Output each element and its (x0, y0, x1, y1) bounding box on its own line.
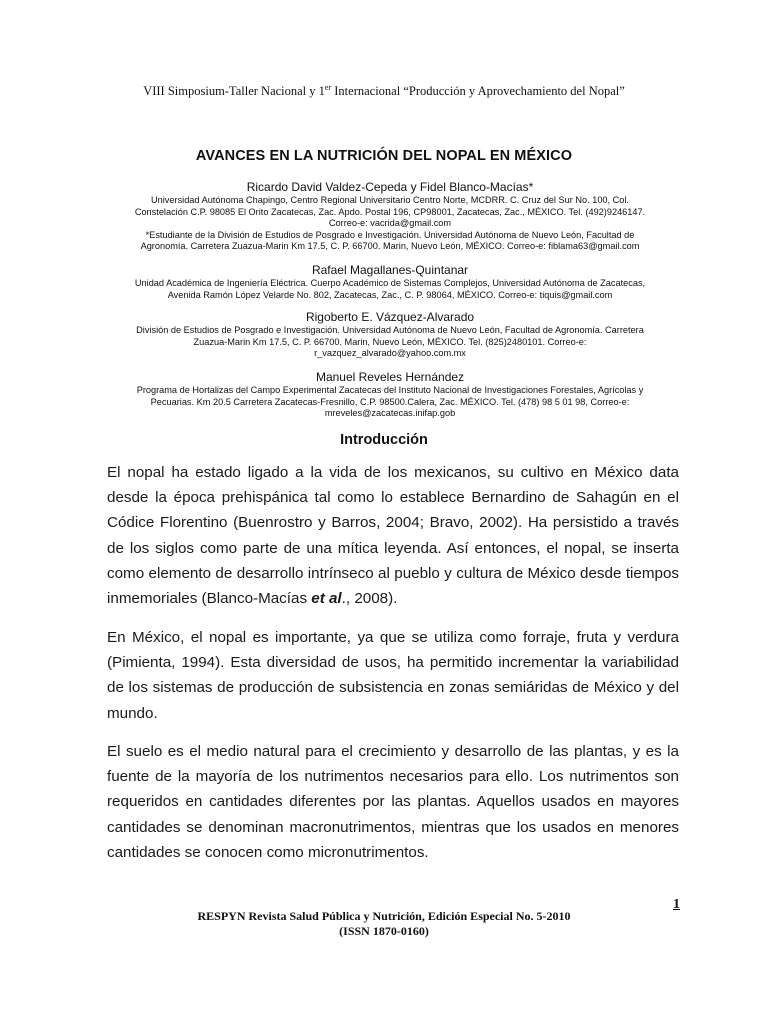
affiliation-line: División de Estudios de Posgrado e Investigación. Universidad Autónoma de Nuevo León, Facultad de Agronomía. Carretera (136, 325, 644, 335)
author-block (100, 180, 680, 253)
affiliation-line: Avenida Ramón López Velarde No. 802, Zacatecas, Zac., C. P. 98064, MÉXICO. Correo-e: tiquis@gmail.com (167, 289, 613, 300)
affiliation-line: Unidad Académica de Ingeniería Eléctrica. Cuerpo Académico de Sistemas Complejos, Universidad Autónoma de Zacatecas, (134, 278, 646, 288)
paragraph-text-end: ., 2008). (341, 590, 398, 608)
affiliation-line: *Estudiante de la División de Estudios de Posgrado e Investigación. Universidad Autónoma de Nuevo León, Facultad de (145, 229, 635, 240)
section-heading: Introducción (340, 432, 428, 448)
body-paragraph (107, 460, 679, 611)
paragraph-emphasis: et al (311, 590, 342, 608)
running-header-text-end: Internacional “Producción y Aprovechamiento del Nopal” (331, 84, 625, 98)
author-block (100, 310, 680, 360)
author-name: Ricardo David Valdez-Cepeda y Fidel Blanco-Macías* (246, 180, 534, 194)
running-header-text: VIII Simposium-Taller Nacional y 1 (143, 84, 325, 98)
author-block (100, 370, 680, 420)
paragraph-text: El nopal ha estado ligado a la vida de los mexicanos, su cultivo en México data desde la época prehispánica tal como lo establece Bernardino de Sahagún en el Códice Florentino (Buenrostro y Barros, 2004; Bravo, 2002). Ha persistido a través de los siglos como parte de una mítica leyenda. Así entonces, el nopal, se inserta como elemento de desarrollo intrínseco al pueblo y cultura de México desde tiempos inmemoriales (Blanco-Macías (107, 464, 679, 608)
body-paragraph: El suelo es el medio natural para el crecimiento y desarrollo de las plantas, y es la fuente de la mayoría de los nutrimentos necesarios para ello. Los nutrimentos son requeridos en cantidades diferentes por las plantas. Aquellos usados en mayores cantidades se denominan macronutrimentos, mientras que los usados en menores cantidades se conocen como micronutrimentos. (107, 743, 679, 861)
author-name: Manuel Reveles Hernández (315, 370, 465, 384)
author-name: Rigoberto E. Vázquez-Alvarado (305, 310, 475, 324)
affiliation-line: Correo-e: vacrida@gmail.com (328, 218, 452, 228)
affiliation-line: r_vazquez_alvarado@yahoo.com.mx (314, 348, 466, 358)
running-header-superscript: er (324, 82, 332, 92)
author-name: Rafael Magallanes-Quintanar (311, 263, 469, 277)
page-number: 1 (673, 897, 680, 912)
affiliation-line: Agronomía. Carretera Zuazua-Marin Km 17.5, C. P. 66700. Marin, Nuevo León, MÉXICO. Correo-e: fiblama63@gmail.com (140, 241, 640, 251)
author-block (100, 263, 680, 301)
article-title: AVANCES EN LA NUTRICIÓN DEL NOPAL EN MÉXICO (195, 148, 573, 164)
footer-journal: RESPYN Revista Salud Pública y Nutrición, Edición Especial No. 5-2010 (197, 909, 571, 923)
running-header (0, 84, 768, 99)
affiliation-line: Zuazua-Marin Km 17.5, C. P. 66700. Marin, Nuevo León, MÉXICO. Tel. (825)2480101. Correo-e: (193, 336, 587, 347)
affiliation-line: Constelación C.P. 98085 El Orito Zacatecas, Zac. Apdo. Postal 196, CP98001, Zacatecas, Zac., MÉXICO. Tel. (492)9246147. (134, 206, 646, 217)
affiliation-line: mreveles@zacatecas.inifap.gob (324, 408, 456, 418)
affiliation-line: Pecuarias. Km 20.5 Carretera Zacatecas-Fresnillo, C.P. 98500.Calera, Zac. MÉXICO. Tel. (478) 98 5 01 98, Correo-e: (150, 396, 630, 407)
body-paragraph: En México, el nopal es importante, ya que se utiliza como forraje, fruta y verdura (Pimienta, 1994). Esta diversidad de usos, ha permitido incrementar la variabilidad de los sistemas de producción de subsistencia en zonas semiáridas de México y del mundo. (107, 629, 679, 722)
footer-issn: (ISSN 1870-0160) (339, 924, 429, 938)
affiliation-line: Universidad Autónoma Chapingo, Centro Regional Universitario Centro Norte, MCDRR. C. Cruz del Sur No. 100, Col. (151, 195, 629, 205)
affiliation-line: Programa de Hortalizas del Campo Experimental Zacatecas del Instituto Nacional de Investigaciones Forestales, Agrícolas y (136, 385, 644, 395)
